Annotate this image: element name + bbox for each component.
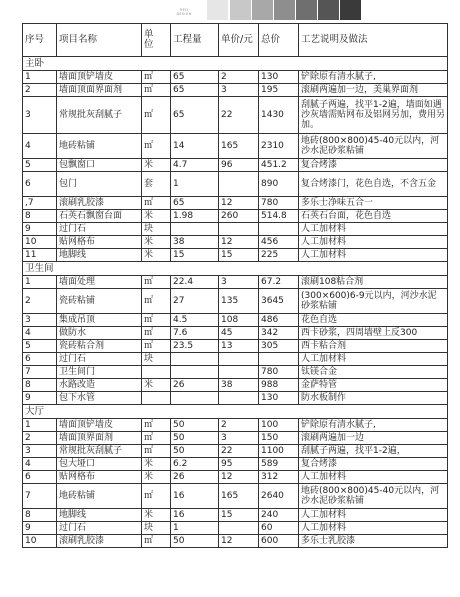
cell-price: 2 <box>219 419 259 432</box>
cell-unit: 米 <box>142 210 171 223</box>
table-row <box>23 97 448 134</box>
cell-no: 5 <box>23 340 57 353</box>
cell-no: 5 <box>23 159 57 172</box>
table-row <box>23 445 448 458</box>
table-row <box>23 276 448 289</box>
cell-total: 1100 <box>259 445 299 458</box>
cell-unit: ㎡ <box>142 340 171 353</box>
cell-no: 8 <box>23 210 57 223</box>
cell-name: 地脚线 <box>57 249 142 262</box>
table-row <box>23 327 448 340</box>
cell-no: 4 <box>23 458 57 471</box>
table-row <box>23 392 448 405</box>
cell-price: 3 <box>219 276 259 289</box>
cell-total <box>259 223 299 236</box>
cell-total: 2640 <box>259 484 299 509</box>
cell-no: 1 <box>23 276 57 289</box>
cell-desc: 多乐士乳胶漆 <box>299 535 448 548</box>
cell-qty <box>171 366 219 379</box>
cell-price: 45 <box>219 327 259 340</box>
cell-price: 2 <box>219 71 259 84</box>
header-no: 序号 <box>23 24 57 57</box>
cell-desc: 人工加材料 <box>299 509 448 522</box>
cell-qty: 50 <box>171 419 219 432</box>
cell-qty: 50 <box>171 445 219 458</box>
table-row <box>23 172 448 197</box>
cell-desc: 多乐士净味五合一 <box>299 197 448 210</box>
cell-name: 卫生间门 <box>57 366 142 379</box>
cell-total: 67.2 <box>259 276 299 289</box>
cell-total: 1430 <box>259 97 299 134</box>
cell-price: 96 <box>219 159 259 172</box>
cell-price: 12 <box>219 471 259 484</box>
cell-unit: ㎡ <box>142 432 171 445</box>
cell-qty: 16 <box>171 509 219 522</box>
cell-qty <box>171 353 219 366</box>
cell-qty: 14 <box>171 134 219 159</box>
color-swatch <box>252 0 273 20</box>
cell-total: 890 <box>259 172 299 197</box>
cell-total: 3645 <box>259 289 299 314</box>
cell-qty <box>171 392 219 405</box>
cell-unit: ㎡ <box>142 134 171 159</box>
table-header-row <box>23 24 448 57</box>
cell-unit: ㎡ <box>142 289 171 314</box>
section-row <box>23 57 448 71</box>
cell-unit: ㎡ <box>142 445 171 458</box>
cell-unit: 块 <box>142 223 171 236</box>
cell-price: 260 <box>219 210 259 223</box>
cell-qty: 1 <box>171 522 219 535</box>
cell-unit: 米 <box>142 236 171 249</box>
section-title: 卫生间 <box>23 262 448 276</box>
cell-name: 过门石 <box>57 522 142 535</box>
cell-no: 11 <box>23 249 57 262</box>
header-total: 总价 <box>259 24 299 57</box>
cell-desc: 石英石台面，花色自选 <box>299 210 448 223</box>
logo-line-2: DESIGN <box>176 12 192 16</box>
cell-total: 486 <box>259 314 299 327</box>
cell-desc: 西卡砂浆，四周墙壁上反300 <box>299 327 448 340</box>
cell-total: 195 <box>259 84 299 97</box>
table-row <box>23 366 448 379</box>
brand-logo <box>162 8 206 16</box>
cell-desc: 刮腻子两遍，找平1-2遍， <box>299 445 448 458</box>
cell-desc: 复合烤漆 <box>299 458 448 471</box>
cell-qty: 6.2 <box>171 458 219 471</box>
cell-no: 2 <box>23 432 57 445</box>
cell-price <box>219 392 259 405</box>
cell-desc: 地砖(800×800)45-40元以内，河沙水泥砂浆粘铺 <box>299 134 448 159</box>
cell-desc: 西卡粘合剂 <box>299 340 448 353</box>
cell-desc: 防水板制作 <box>299 392 448 405</box>
quotation-table <box>22 23 448 548</box>
cell-name: 滚刷乳胶漆 <box>57 535 142 548</box>
cell-total: 130 <box>259 71 299 84</box>
table-row <box>23 379 448 392</box>
cell-name: 瓷砖粘合剂 <box>57 340 142 353</box>
cell-price: 15 <box>219 509 259 522</box>
cell-desc: 钛镁合金 <box>299 366 448 379</box>
cell-desc: 人工加材料 <box>299 223 448 236</box>
cell-qty: 26 <box>171 471 219 484</box>
header-price: 单价/元 <box>219 24 259 57</box>
cell-unit: ㎡ <box>142 484 171 509</box>
header-unit: 单 位 <box>142 24 171 57</box>
cell-qty: 15 <box>171 249 219 262</box>
cell-unit: ㎡ <box>142 535 171 548</box>
cell-qty: 50 <box>171 535 219 548</box>
cell-qty: 1.98 <box>171 210 219 223</box>
cell-qty: 50 <box>171 432 219 445</box>
section-row <box>23 405 448 419</box>
cell-unit: 米 <box>142 159 171 172</box>
cell-no: 10 <box>23 535 57 548</box>
cell-name: 墙面顶界面剂 <box>57 432 142 445</box>
table-row <box>23 314 448 327</box>
cell-unit: 米 <box>142 471 171 484</box>
cell-no: 6 <box>23 353 57 366</box>
cell-price: 38 <box>219 379 259 392</box>
cell-price <box>219 172 259 197</box>
cell-unit <box>142 392 171 405</box>
cell-name: 过门石 <box>57 223 142 236</box>
cell-unit: ㎡ <box>142 314 171 327</box>
cell-unit: ㎡ <box>142 327 171 340</box>
cell-desc: 滚刷两遍加一边 <box>299 432 448 445</box>
cell-name: 过门石 <box>57 353 142 366</box>
cell-price: 15 <box>219 249 259 262</box>
cell-name: 墙面顶铲墙皮 <box>57 419 142 432</box>
section-row <box>23 262 448 276</box>
cell-qty: 27 <box>171 289 219 314</box>
cell-total: 60 <box>259 522 299 535</box>
cell-total: 451.2 <box>259 159 299 172</box>
cell-desc: 复合烤漆 <box>299 159 448 172</box>
table-row <box>23 484 448 509</box>
logo-line-1: RED <box>179 8 189 12</box>
cell-price <box>219 522 259 535</box>
cell-qty: 65 <box>171 84 219 97</box>
cell-no: 4 <box>23 327 57 340</box>
cell-price <box>219 223 259 236</box>
cell-unit: 米 <box>142 379 171 392</box>
cell-price: 12 <box>219 197 259 210</box>
cell-name: 地砖粘铺 <box>57 484 142 509</box>
cell-no: 6 <box>23 471 57 484</box>
cell-total: 225 <box>259 249 299 262</box>
table-row <box>23 509 448 522</box>
cell-total: 150 <box>259 432 299 445</box>
cell-qty: 22.4 <box>171 276 219 289</box>
cell-unit: ㎡ <box>142 419 171 432</box>
cell-qty: 23.5 <box>171 340 219 353</box>
cell-name: 包下水管 <box>57 392 142 405</box>
cell-price: 95 <box>219 458 259 471</box>
cell-desc: 花色自选 <box>299 314 448 327</box>
cell-unit: ㎡ <box>142 84 171 97</box>
cell-unit: ㎡ <box>142 71 171 84</box>
header-desc: 工艺说明及做法 <box>299 24 448 57</box>
cell-name: 包大垭口 <box>57 458 142 471</box>
cell-unit: ㎡ <box>142 97 171 134</box>
cell-desc: 人工加材料 <box>299 353 448 366</box>
table-body <box>23 57 448 548</box>
cell-unit: ㎡ <box>142 276 171 289</box>
cell-desc: 人工加材料 <box>299 522 448 535</box>
header-name: 项目名称 <box>57 24 142 57</box>
cell-total: 342 <box>259 327 299 340</box>
cell-name: 包门 <box>57 172 142 197</box>
table-row <box>23 84 448 97</box>
cell-name: 常规批灰刮腻子 <box>57 445 142 458</box>
cell-price: 22 <box>219 445 259 458</box>
cell-name: 地砖粘铺 <box>57 134 142 159</box>
cell-price: 108 <box>219 314 259 327</box>
cell-desc: 人工加材料 <box>299 471 448 484</box>
table-row <box>23 159 448 172</box>
cell-total: 988 <box>259 379 299 392</box>
cell-price: 13 <box>219 340 259 353</box>
cell-name: 包飘窗口 <box>57 159 142 172</box>
cell-no: 8 <box>23 509 57 522</box>
cell-name: 地脚线 <box>57 509 142 522</box>
cell-name: 水路改造 <box>57 379 142 392</box>
table-row <box>23 210 448 223</box>
cell-qty: 16 <box>171 484 219 509</box>
cell-price: 3 <box>219 432 259 445</box>
cell-unit: 块 <box>142 522 171 535</box>
cell-price: 135 <box>219 289 259 314</box>
cell-qty: 4.5 <box>171 314 219 327</box>
cell-price <box>219 366 259 379</box>
cell-total: 2310 <box>259 134 299 159</box>
cell-no: 3 <box>23 97 57 134</box>
cell-no: 8 <box>23 379 57 392</box>
cell-total: 240 <box>259 509 299 522</box>
cell-name: 墙面处理 <box>57 276 142 289</box>
cell-total <box>259 353 299 366</box>
color-swatch <box>230 0 251 20</box>
cell-desc: 复合烤漆门，花色自选，不含五金 <box>299 172 448 197</box>
cell-desc: 人工加材料 <box>299 236 448 249</box>
cell-desc: 滚刷两遍加一边，美巢界面剂 <box>299 84 448 97</box>
table-row <box>23 419 448 432</box>
cell-qty: 65 <box>171 71 219 84</box>
cell-no: 1 <box>23 419 57 432</box>
color-swatch <box>340 0 361 20</box>
cell-qty: 65 <box>171 97 219 134</box>
color-swatch <box>207 0 228 20</box>
cell-name: 常规批灰刮腻子 <box>57 97 142 134</box>
cell-no: 1 <box>23 71 57 84</box>
cell-no: 4 <box>23 134 57 159</box>
table-row <box>23 458 448 471</box>
cell-total: 305 <box>259 340 299 353</box>
cell-name: 墙面顶铲墙皮 <box>57 71 142 84</box>
cell-total: 514.8 <box>259 210 299 223</box>
table-row <box>23 432 448 445</box>
cell-price: 3 <box>219 84 259 97</box>
section-title: 大厅 <box>23 405 448 419</box>
cell-desc: (300×600)6-9元以内，河沙水泥砂浆粘铺 <box>299 289 448 314</box>
cell-desc: 地砖(800×800)45-40元以内，河沙水泥砂浆粘铺 <box>299 484 448 509</box>
cell-no: 3 <box>23 314 57 327</box>
cell-name: 贴网格布 <box>57 236 142 249</box>
cell-name: 墙面顶面界面剂 <box>57 84 142 97</box>
cell-no: 7 <box>23 484 57 509</box>
cell-total: 600 <box>259 535 299 548</box>
cell-price: 12 <box>219 535 259 548</box>
cell-unit: 米 <box>142 249 171 262</box>
cell-desc: 铲除原有清水腻子, <box>299 419 448 432</box>
cell-no: 10 <box>23 236 57 249</box>
cell-no: 6 <box>23 172 57 197</box>
cell-desc: 滚刷108粘合剂 <box>299 276 448 289</box>
cell-unit: ㎡ <box>142 197 171 210</box>
cell-total: 780 <box>259 197 299 210</box>
cell-qty <box>171 223 219 236</box>
table-row <box>23 353 448 366</box>
table-row <box>23 535 448 548</box>
color-swatch <box>296 0 317 20</box>
cell-no: 2 <box>23 289 57 314</box>
table-row <box>23 471 448 484</box>
cell-unit: 米 <box>142 509 171 522</box>
cell-no: 7 <box>23 366 57 379</box>
color-swatch <box>318 0 339 20</box>
cell-price: 12 <box>219 236 259 249</box>
table-row <box>23 340 448 353</box>
cell-desc: 刮腻子两遍，找平1-2遍，墙面如遇沙灰墙需贴网布及铝网另加，费用另加。 <box>299 97 448 134</box>
table-row <box>23 197 448 210</box>
cell-desc: 铲除原有清水腻子, <box>299 71 448 84</box>
cell-name: 滚刷乳胶漆 <box>57 197 142 210</box>
cell-qty: 65 <box>171 197 219 210</box>
cell-no: 2 <box>23 84 57 97</box>
cell-unit: 套 <box>142 172 171 197</box>
cell-desc: 金萨特管 <box>299 379 448 392</box>
cell-total: 780 <box>259 366 299 379</box>
cell-qty: 26 <box>171 379 219 392</box>
cell-name: 集成吊顶 <box>57 314 142 327</box>
cell-price <box>219 353 259 366</box>
cell-total: 100 <box>259 419 299 432</box>
cell-total: 589 <box>259 458 299 471</box>
cell-no: 9 <box>23 522 57 535</box>
cell-name: 贴网格布 <box>57 471 142 484</box>
table-row <box>23 223 448 236</box>
header-qty: 工程量 <box>171 24 219 57</box>
cell-no: 9 <box>23 223 57 236</box>
cell-price: 165 <box>219 484 259 509</box>
cell-unit <box>142 366 171 379</box>
section-title: 主卧 <box>23 57 448 71</box>
cell-total: 312 <box>259 471 299 484</box>
table-row <box>23 134 448 159</box>
cell-total: 130 <box>259 392 299 405</box>
cell-qty: 1 <box>171 172 219 197</box>
color-swatch <box>274 0 295 20</box>
table-row <box>23 289 448 314</box>
cell-qty: 38 <box>171 236 219 249</box>
cell-name: 瓷砖粘铺 <box>57 289 142 314</box>
cell-unit: 块 <box>142 353 171 366</box>
cell-price: 22 <box>219 97 259 134</box>
table-row <box>23 249 448 262</box>
cell-total: 456 <box>259 236 299 249</box>
cell-no: 3 <box>23 445 57 458</box>
cell-desc: 人工加材料 <box>299 249 448 262</box>
cell-qty: 4.7 <box>171 159 219 172</box>
cell-name: 石英石飘窗台面 <box>57 210 142 223</box>
table-row <box>23 522 448 535</box>
cell-qty: 7.6 <box>171 327 219 340</box>
table-row <box>23 236 448 249</box>
table-row <box>23 71 448 84</box>
cell-no: 9 <box>23 392 57 405</box>
cell-price: 165 <box>219 134 259 159</box>
cell-unit: 米 <box>142 458 171 471</box>
cell-name: 做防水 <box>57 327 142 340</box>
cell-no: ,7 <box>23 197 57 210</box>
